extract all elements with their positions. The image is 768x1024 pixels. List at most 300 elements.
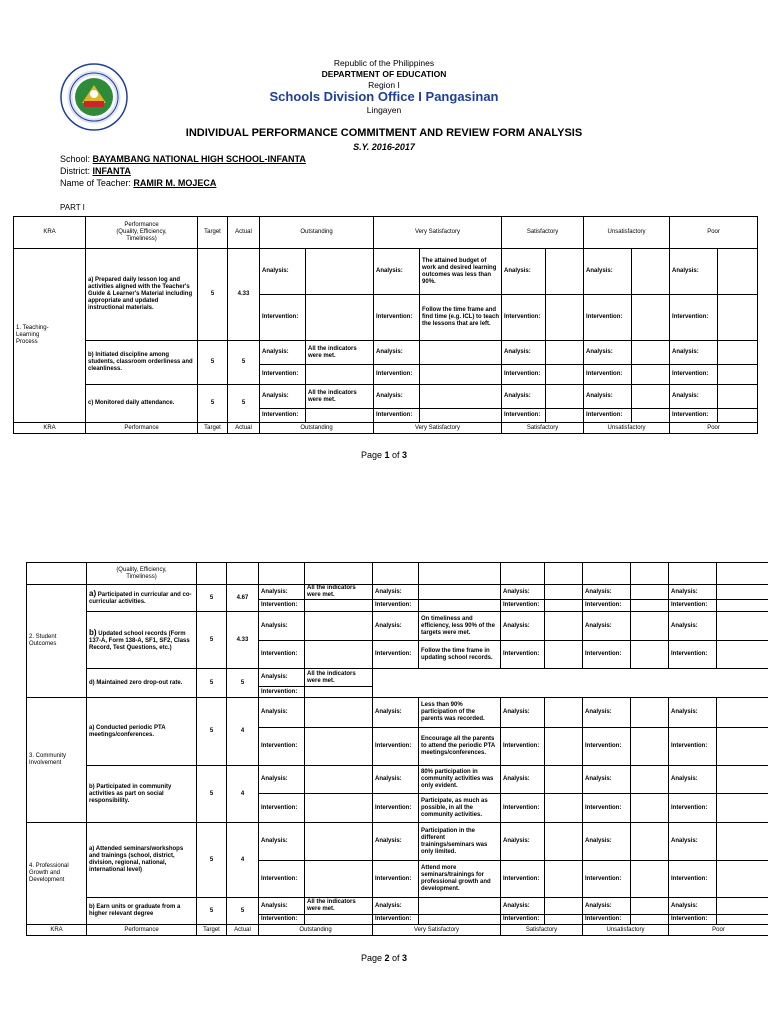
analysis-label: Analysis: xyxy=(669,698,717,728)
table-row xyxy=(27,585,768,600)
intervention-label: Intervention: xyxy=(260,365,306,385)
intervention-label: Intervention: xyxy=(373,915,419,925)
performance-indicator xyxy=(86,341,198,385)
outstanding-analysis-cell: All the indicators were met. xyxy=(306,385,374,409)
intervention-label: Intervention: xyxy=(502,295,546,341)
outstanding-intervention-cell[interactable] xyxy=(305,861,373,898)
s-analysis-cell[interactable] xyxy=(545,612,583,641)
header-actual: Actual xyxy=(228,217,260,249)
analysis-label: Analysis: xyxy=(374,385,420,409)
table-footer-row xyxy=(14,423,758,434)
outstanding-analysis-cell[interactable] xyxy=(306,249,374,295)
header-unsatisfactory: Unsatisfactory xyxy=(584,217,670,249)
intervention-label: Intervention: xyxy=(373,600,419,612)
s-intervention-cell[interactable] xyxy=(545,861,583,898)
performance-indicator xyxy=(87,898,197,925)
s-analysis-cell[interactable] xyxy=(546,341,584,365)
analysis-label: Analysis: xyxy=(259,585,305,600)
p-intervention-cell[interactable] xyxy=(718,295,758,341)
intervention-label: Intervention: xyxy=(259,641,305,669)
u-analysis-cell[interactable] xyxy=(631,898,669,915)
table-row xyxy=(27,898,768,915)
vs-intervention-cell: Attend more seminars/trainings for professional growth and development. xyxy=(419,861,501,898)
analysis-label: Analysis: xyxy=(260,341,306,365)
performance-indicator xyxy=(87,698,197,766)
header-poor: Poor xyxy=(670,217,758,249)
performance-indicator xyxy=(87,612,197,669)
footer-poor: Poor xyxy=(670,423,758,434)
indicator-text: Attended seminars/workshops and trainings (school, district, division, regional, national, international level) xyxy=(89,846,184,873)
p-analysis-cell[interactable] xyxy=(717,612,768,641)
division-line: Schools Division Office I Pangasinan xyxy=(269,89,499,104)
indicator-letter: a) xyxy=(89,724,95,731)
footer-very-satisfactory: Very Satisfactory xyxy=(373,925,501,936)
intervention-label: Intervention: xyxy=(259,728,305,766)
ipcrf-table-page1 xyxy=(13,216,758,434)
u-intervention-cell[interactable] xyxy=(631,728,669,766)
analysis-label: Analysis: xyxy=(584,341,632,365)
footer-actual: Actual xyxy=(228,423,260,434)
actual-value: 4 xyxy=(227,766,259,823)
target-value: 5 xyxy=(197,898,227,925)
footer-kra: KRA xyxy=(27,925,87,936)
ipcrf-table-page2 xyxy=(26,562,768,936)
vs-analysis-cell[interactable] xyxy=(420,341,502,365)
footer-unsatisfactory: Unsatisfactory xyxy=(583,925,669,936)
vs-intervention-cell: Follow the time frame in updating school records. xyxy=(419,641,501,669)
analysis-label: Analysis: xyxy=(501,612,545,641)
u-intervention-cell[interactable] xyxy=(632,295,670,341)
outstanding-analysis-cell: All the indicators were met. xyxy=(305,585,373,600)
page-total: 3 xyxy=(402,953,408,963)
department-line: DEPARTMENT OF EDUCATION xyxy=(321,69,447,79)
analysis-label: Analysis: xyxy=(260,385,306,409)
p-intervention-cell[interactable] xyxy=(718,409,758,423)
intervention-label: Intervention: xyxy=(583,600,631,612)
intervention-label: Intervention: xyxy=(259,600,305,612)
intervention-label: Intervention: xyxy=(583,861,631,898)
p-intervention-cell[interactable] xyxy=(717,861,768,898)
intervention-label: Intervention: xyxy=(583,728,631,766)
s-analysis-cell[interactable] xyxy=(545,698,583,728)
kra-professional-growth: 4. Professional Growth and Development xyxy=(27,823,87,925)
table-row xyxy=(14,249,758,295)
intervention-label: Intervention: xyxy=(670,409,718,423)
vs-intervention-cell: Participate, as much as possible, in all the community activities. xyxy=(419,794,501,823)
vs-analysis-cell: Less than 90% participation of the parents was recorded. xyxy=(419,698,501,728)
intervention-label: Intervention: xyxy=(670,365,718,385)
intervention-label: Intervention: xyxy=(584,365,632,385)
intervention-label: Intervention: xyxy=(669,794,717,823)
analysis-label: Analysis: xyxy=(669,766,717,794)
footer-satisfactory: Satisfactory xyxy=(502,423,584,434)
outstanding-analysis-cell[interactable] xyxy=(305,823,373,861)
page-word: Page xyxy=(360,450,385,460)
p-intervention-cell[interactable] xyxy=(717,641,768,669)
teacher-label: Name of Teacher: xyxy=(60,178,131,188)
indicator-letter: b) xyxy=(89,904,95,910)
republic-line: Republic of the Philippines xyxy=(333,58,435,68)
target-value: 5 xyxy=(197,585,227,612)
p-intervention-cell[interactable] xyxy=(717,915,768,925)
indicator-text: Maintained zero drop-out rate. xyxy=(96,679,183,686)
outstanding-analysis-cell[interactable] xyxy=(305,698,373,728)
header-qet: (Quality, Efficiency, Timeliness) xyxy=(87,563,197,585)
indicator-letter: b) xyxy=(89,783,95,790)
indicator-letter: a) xyxy=(88,277,94,283)
intervention-label: Intervention: xyxy=(583,915,631,925)
p-analysis-cell[interactable] xyxy=(717,766,768,794)
u-analysis-cell[interactable] xyxy=(632,249,670,295)
analysis-label: Analysis: xyxy=(502,249,546,295)
target-value: 5 xyxy=(198,385,228,423)
intervention-label: Intervention: xyxy=(373,861,419,898)
intervention-label: Intervention: xyxy=(259,794,305,823)
p-intervention-cell[interactable] xyxy=(718,365,758,385)
outstanding-intervention-cell[interactable] xyxy=(306,365,374,385)
intervention-label: Intervention: xyxy=(259,687,305,698)
vs-intervention-cell: Encourage all the parents to attend the periodic PTA meetings/conferences. xyxy=(419,728,501,766)
page-number-2 xyxy=(0,953,768,963)
analysis-label: Analysis: xyxy=(259,698,305,728)
analysis-label: Analysis: xyxy=(374,249,420,295)
page-of: of xyxy=(389,953,403,963)
analysis-label: Analysis: xyxy=(583,898,631,915)
header-blank xyxy=(27,563,87,585)
intervention-label: Intervention: xyxy=(502,409,546,423)
intervention-label: Intervention: xyxy=(260,409,306,423)
page-total: 3 xyxy=(402,450,408,460)
actual-value: 5 xyxy=(228,385,260,423)
u-analysis-cell[interactable] xyxy=(631,585,669,600)
outstanding-intervention-cell[interactable] xyxy=(305,794,373,823)
school-row xyxy=(60,154,306,164)
district-value: INFANTA xyxy=(92,166,131,176)
school-year: S.Y. 2016-2017 xyxy=(353,142,415,152)
u-intervention-cell[interactable] xyxy=(632,409,670,423)
header-kra: KRA xyxy=(14,217,86,249)
p-analysis-cell[interactable] xyxy=(717,898,768,915)
indicator-letter: d) xyxy=(89,679,95,686)
u-intervention-cell[interactable] xyxy=(631,861,669,898)
outstanding-analysis-cell[interactable] xyxy=(305,612,373,641)
analysis-label: Analysis: xyxy=(373,612,419,641)
indicator-letter: b) xyxy=(89,627,97,637)
analysis-label: Analysis: xyxy=(583,823,631,861)
analysis-label: Analysis: xyxy=(373,898,419,915)
analysis-label: Analysis: xyxy=(374,341,420,365)
indicator-text: Monitored daily attendance. xyxy=(95,400,175,406)
district-label: District: xyxy=(60,166,90,176)
table-row xyxy=(14,385,758,409)
outstanding-intervention-cell[interactable] xyxy=(306,409,374,423)
u-intervention-cell[interactable] xyxy=(631,794,669,823)
page-number-1 xyxy=(0,450,768,460)
intervention-label: Intervention: xyxy=(373,728,419,766)
actual-value: 4.33 xyxy=(227,612,259,669)
outstanding-analysis-cell[interactable] xyxy=(305,766,373,794)
footer-unsatisfactory: Unsatisfactory xyxy=(584,423,670,434)
u-analysis-cell[interactable] xyxy=(631,766,669,794)
table-row xyxy=(27,766,768,794)
target-value: 5 xyxy=(198,341,228,385)
vs-intervention-cell[interactable] xyxy=(419,600,501,612)
intervention-label: Intervention: xyxy=(669,915,717,925)
intervention-label: Intervention: xyxy=(669,861,717,898)
intervention-label: Intervention: xyxy=(374,295,420,341)
analysis-label: Analysis: xyxy=(501,766,545,794)
s-analysis-cell[interactable] xyxy=(545,823,583,861)
analysis-label: Analysis: xyxy=(670,385,718,409)
kra-community-involvement: 3. Community Involvement xyxy=(27,698,87,823)
actual-value: 5 xyxy=(227,669,259,698)
outstanding-analysis-cell: All the indicators were met. xyxy=(305,669,373,687)
u-analysis-cell[interactable] xyxy=(631,612,669,641)
p-analysis-cell[interactable] xyxy=(718,385,758,409)
intervention-label: Intervention: xyxy=(373,641,419,669)
s-intervention-cell[interactable] xyxy=(546,365,584,385)
analysis-label: Analysis: xyxy=(670,341,718,365)
target-value: 5 xyxy=(198,249,228,341)
performance-indicator xyxy=(87,766,197,823)
indicator-letter: a) xyxy=(89,846,95,852)
footer-outstanding: Outstanding xyxy=(260,423,374,434)
intervention-label: Intervention: xyxy=(260,295,306,341)
city-line: Lingayen xyxy=(366,105,402,115)
outstanding-intervention-cell[interactable] xyxy=(306,295,374,341)
analysis-label: Analysis: xyxy=(259,898,305,915)
analysis-label: Analysis: xyxy=(502,341,546,365)
vs-analysis-cell[interactable] xyxy=(420,385,502,409)
indicator-text: Prepared daily lesson log and activities aligned with the Teacher's Guide & Learner's Material including appropriate and updated instructional materials. xyxy=(88,277,193,311)
outstanding-intervention-cell[interactable] xyxy=(305,728,373,766)
intervention-label: Intervention: xyxy=(583,794,631,823)
s-analysis-cell[interactable] xyxy=(546,249,584,295)
p-analysis-cell[interactable] xyxy=(718,249,758,295)
vs-intervention-cell[interactable] xyxy=(420,409,502,423)
intervention-label: Intervention: xyxy=(501,728,545,766)
performance-indicator xyxy=(87,585,197,612)
analysis-label: Analysis: xyxy=(669,823,717,861)
s-intervention-cell[interactable] xyxy=(546,295,584,341)
actual-value: 4 xyxy=(227,698,259,766)
analysis-label: Analysis: xyxy=(669,612,717,641)
header-satisfactory: Satisfactory xyxy=(502,217,584,249)
table-row xyxy=(27,669,768,687)
footer-actual: Actual xyxy=(227,925,259,936)
actual-value: 4.33 xyxy=(228,249,260,341)
s-intervention-cell[interactable] xyxy=(545,794,583,823)
indicator-text: Earn units or graduate from a higher relevant degree xyxy=(89,904,181,917)
p-intervention-cell[interactable] xyxy=(717,728,768,766)
performance-indicator xyxy=(86,249,198,341)
table-row xyxy=(27,612,768,641)
footer-outstanding: Outstanding xyxy=(259,925,373,936)
footer-performance: Performance xyxy=(86,423,198,434)
u-analysis-cell[interactable] xyxy=(631,698,669,728)
actual-value: 4.67 xyxy=(227,585,259,612)
s-intervention-cell[interactable] xyxy=(545,915,583,925)
region-line: Region I xyxy=(368,80,400,90)
page-word: Page xyxy=(360,953,385,963)
vs-intervention-cell[interactable] xyxy=(419,915,501,925)
analysis-label: Analysis: xyxy=(502,385,546,409)
u-intervention-cell[interactable] xyxy=(631,600,669,612)
indicator-text: Initiated discipline among students, classroom orderliness and cleanliness. xyxy=(88,352,193,372)
header-performance: Performance (Quality, Efficiency, Timeliness) xyxy=(86,217,198,249)
analysis-label: Analysis: xyxy=(670,249,718,295)
actual-value: 5 xyxy=(228,341,260,385)
outstanding-intervention-cell[interactable] xyxy=(305,915,373,925)
performance-indicator xyxy=(87,669,197,698)
analysis-label: Analysis: xyxy=(583,612,631,641)
intervention-label: Intervention: xyxy=(501,600,545,612)
form-title: INDIVIDUAL PERFORMANCE COMMITMENT AND REVIEW FORM ANALYSIS xyxy=(185,127,583,139)
header-very-satisfactory: Very Satisfactory xyxy=(374,217,502,249)
u-intervention-cell[interactable] xyxy=(631,915,669,925)
analysis-label: Analysis: xyxy=(373,766,419,794)
intervention-label: Intervention: xyxy=(501,794,545,823)
outstanding-intervention-cell[interactable] xyxy=(305,600,373,612)
vs-analysis-cell: On timeliness and efficiency, less 90% of the targets were met. xyxy=(419,612,501,641)
intervention-label: Intervention: xyxy=(502,365,546,385)
teacher-value: RAMIR M. MOJECA xyxy=(133,178,217,188)
analysis-label: Analysis: xyxy=(373,698,419,728)
intervention-label: Intervention: xyxy=(501,861,545,898)
teacher-row xyxy=(60,178,216,188)
intervention-label: Intervention: xyxy=(669,728,717,766)
analysis-label: Analysis: xyxy=(259,823,305,861)
page-current: 1 xyxy=(384,450,390,460)
target-value: 5 xyxy=(197,823,227,898)
vs-analysis-cell[interactable] xyxy=(419,898,501,915)
intervention-label: Intervention: xyxy=(583,641,631,669)
indicator-text: Participated in curricular and co-curricular activities. xyxy=(89,592,192,605)
analysis-label: Analysis: xyxy=(584,385,632,409)
target-value: 5 xyxy=(197,612,227,669)
district-row xyxy=(60,166,131,176)
s-intervention-cell[interactable] xyxy=(545,728,583,766)
s-analysis-cell[interactable] xyxy=(545,585,583,600)
table-footer-row xyxy=(27,925,768,936)
footer-performance: Performance xyxy=(87,925,197,936)
intervention-label: Intervention: xyxy=(259,915,305,925)
s-analysis-cell[interactable] xyxy=(546,385,584,409)
s-intervention-cell[interactable] xyxy=(545,600,583,612)
analysis-label: Analysis: xyxy=(373,823,419,861)
indicator-letter: a) xyxy=(89,589,97,598)
u-analysis-cell[interactable] xyxy=(632,341,670,365)
footer-target: Target xyxy=(197,925,227,936)
footer-target: Target xyxy=(198,423,228,434)
p-analysis-cell[interactable] xyxy=(717,823,768,861)
u-intervention-cell[interactable] xyxy=(631,641,669,669)
intervention-label: Intervention: xyxy=(373,794,419,823)
indicator-text: Updated school records (Form 137-A, Form 138-A, SF1, SF2, Class Record, Test Questions, etc.) xyxy=(89,630,190,651)
outstanding-intervention-cell[interactable] xyxy=(305,687,373,698)
vs-analysis-cell: Participation in the different trainings/seminars was only limited. xyxy=(419,823,501,861)
intervention-label: Intervention: xyxy=(374,409,420,423)
p-intervention-cell[interactable] xyxy=(717,600,768,612)
target-value: 5 xyxy=(197,669,227,698)
intervention-label: Intervention: xyxy=(259,861,305,898)
outstanding-analysis-cell: All the indicators were met. xyxy=(306,341,374,365)
footer-kra: KRA xyxy=(14,423,86,434)
vs-analysis-cell[interactable] xyxy=(419,585,501,600)
part-label: PART I xyxy=(60,203,85,212)
intervention-label: Intervention: xyxy=(670,295,718,341)
s-analysis-cell[interactable] xyxy=(545,898,583,915)
analysis-label: Analysis: xyxy=(501,698,545,728)
kra-teaching-learning: 1. Teaching- Learning Process xyxy=(14,249,86,423)
intervention-label: Intervention: xyxy=(584,409,632,423)
vs-analysis-cell: 80% participation in community activities was only evident. xyxy=(419,766,501,794)
intervention-label: Intervention: xyxy=(669,600,717,612)
header-target: Target xyxy=(198,217,228,249)
analysis-label: Analysis: xyxy=(501,823,545,861)
outstanding-analysis-cell: All the indicators were met. xyxy=(305,898,373,915)
empty-region xyxy=(373,669,768,698)
vs-intervention-cell[interactable] xyxy=(420,365,502,385)
p-analysis-cell[interactable] xyxy=(718,341,758,365)
analysis-label: Analysis: xyxy=(584,249,632,295)
p-analysis-cell[interactable] xyxy=(717,585,768,600)
vs-analysis-cell: The attained budget of work and desired learning outcomes was less than 90%. xyxy=(420,249,502,295)
intervention-label: Intervention: xyxy=(669,641,717,669)
footer-poor: Poor xyxy=(669,925,768,936)
table-row xyxy=(27,823,768,861)
school-value: BAYAMBANG NATIONAL HIGH SCHOOL-INFANTA xyxy=(92,154,306,164)
indicator-letter: c) xyxy=(88,400,94,406)
indicator-text: Conducted periodic PTA meetings/conferences. xyxy=(89,724,166,738)
table-header-row xyxy=(27,563,768,585)
performance-indicator xyxy=(86,385,198,423)
indicator-text: Participated in community activities as part on social responsibility. xyxy=(89,783,172,804)
page-current: 2 xyxy=(384,953,390,963)
p-analysis-cell[interactable] xyxy=(717,698,768,728)
analysis-label: Analysis: xyxy=(501,898,545,915)
indicator-letter: b) xyxy=(88,352,94,358)
target-value: 5 xyxy=(197,766,227,823)
analysis-label: Analysis: xyxy=(669,585,717,600)
s-intervention-cell[interactable] xyxy=(546,409,584,423)
analysis-label: Analysis: xyxy=(583,698,631,728)
s-intervention-cell[interactable] xyxy=(545,641,583,669)
u-analysis-cell[interactable] xyxy=(632,385,670,409)
header-outstanding: Outstanding xyxy=(260,217,374,249)
u-intervention-cell[interactable] xyxy=(632,365,670,385)
u-analysis-cell[interactable] xyxy=(631,823,669,861)
intervention-label: Intervention: xyxy=(501,915,545,925)
outstanding-intervention-cell[interactable] xyxy=(305,641,373,669)
footer-very-satisfactory: Very Satisfactory xyxy=(374,423,502,434)
analysis-label: Analysis: xyxy=(259,669,305,687)
analysis-label: Analysis: xyxy=(259,766,305,794)
p-intervention-cell[interactable] xyxy=(717,794,768,823)
analysis-label: Analysis: xyxy=(669,898,717,915)
analysis-label: Analysis: xyxy=(373,585,419,600)
table-row xyxy=(27,698,768,728)
footer-satisfactory: Satisfactory xyxy=(501,925,583,936)
s-analysis-cell[interactable] xyxy=(545,766,583,794)
intervention-label: Intervention: xyxy=(374,365,420,385)
analysis-label: Analysis: xyxy=(260,249,306,295)
actual-value: 4 xyxy=(227,823,259,898)
kra-student-outcomes: 2. Student Outcomes xyxy=(27,585,87,698)
school-label: School: xyxy=(60,154,91,164)
analysis-label: Analysis: xyxy=(501,585,545,600)
analysis-label: Analysis: xyxy=(583,766,631,794)
